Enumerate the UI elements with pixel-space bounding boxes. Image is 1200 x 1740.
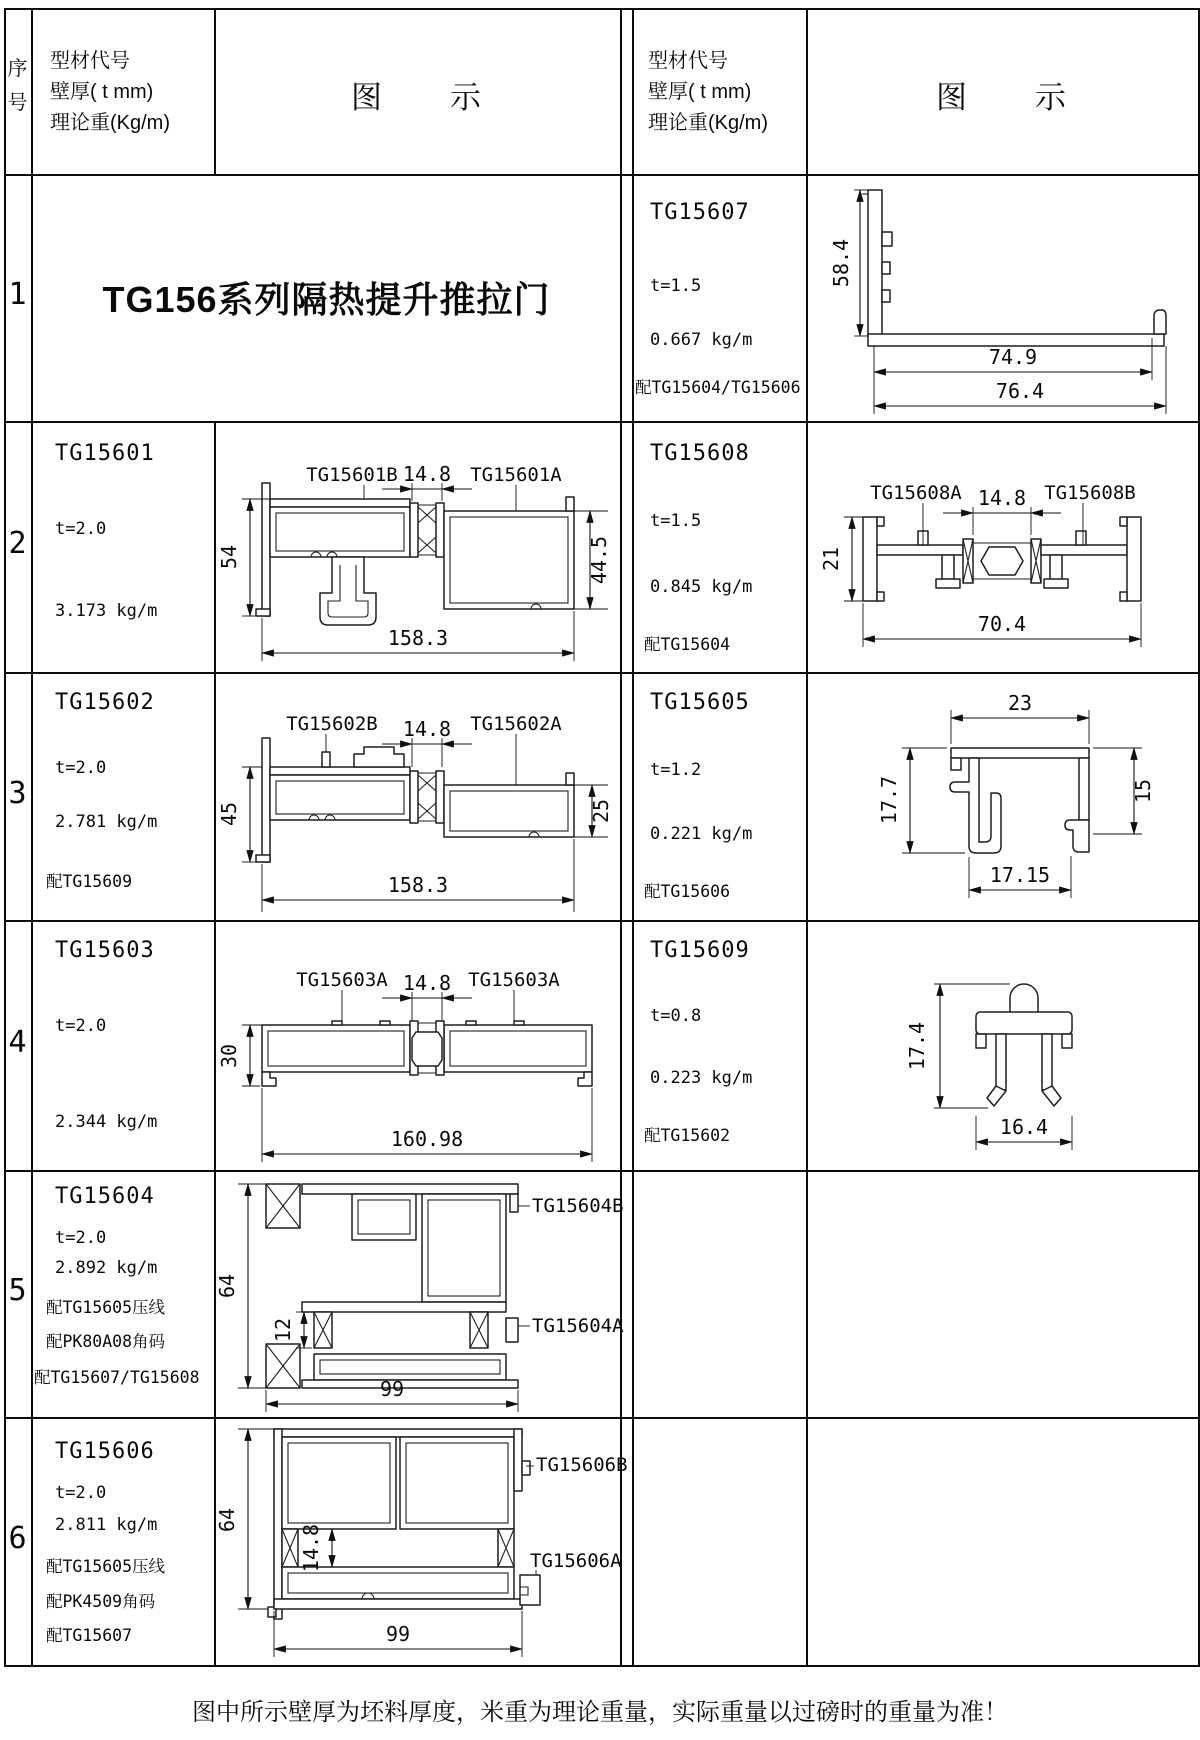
profile-thickness: t=2.0 xyxy=(55,1483,107,1503)
header-seq xyxy=(4,52,31,120)
dim-height: 58.4 xyxy=(829,238,853,288)
drawing-tg15603 xyxy=(214,920,620,1170)
part-label-a: TG15604A xyxy=(532,1315,624,1337)
dim-width: 99 xyxy=(385,1622,411,1646)
drawing-tg15607 xyxy=(806,174,1198,421)
profile-weight: 2.781 kg/m xyxy=(55,812,158,832)
dim-right: 44.5 xyxy=(587,535,611,585)
dim-width: 99 xyxy=(379,1377,405,1401)
profile-pairing: 配TG15606 xyxy=(644,882,731,901)
profile-outline xyxy=(863,517,1141,601)
header-seq-line1: 序 xyxy=(7,58,28,80)
profile-outline xyxy=(862,190,1166,346)
profile-thickness: t=2.0 xyxy=(55,1016,107,1036)
dim-inner: 14.8 xyxy=(299,1523,323,1573)
seq-number-2: 2 xyxy=(8,526,27,561)
header-diagram-right: 图 示 xyxy=(936,80,1068,115)
header-info-line1: 型材代号 xyxy=(648,50,728,72)
part-label-b: TG15602B xyxy=(286,713,378,735)
header-info-line2: 壁厚( t mm) xyxy=(50,81,154,103)
profile-outline xyxy=(256,483,574,625)
dim-bottom: 16.4 xyxy=(999,1115,1049,1139)
profile-thickness: t=2.0 xyxy=(55,519,107,539)
dim-width: 158.3 xyxy=(387,873,449,897)
profile-weight: 2.344 kg/m xyxy=(55,1112,158,1132)
dim-mid: 14.8 xyxy=(402,971,452,995)
profile-pairing-2: 配PK80A08角码 xyxy=(46,1332,166,1351)
dim-left: 30 xyxy=(217,1043,241,1069)
seq-number-4: 4 xyxy=(8,1025,27,1060)
part-label-a: TG15606A xyxy=(530,1550,622,1572)
dim-left: 17.4 xyxy=(905,1021,929,1071)
seq-number-6: 6 xyxy=(8,1521,27,1556)
profile-weight: 0.667 kg/m xyxy=(650,330,753,350)
drawing-tg15604 xyxy=(214,1170,624,1417)
dim-left: 54 xyxy=(217,544,241,570)
dim-left: 64 xyxy=(215,1507,239,1533)
drawing-tg15609 xyxy=(806,920,1198,1170)
profile-code-tg15601: TG15601 xyxy=(55,441,155,466)
profile-outline xyxy=(266,1184,518,1388)
profile-outline xyxy=(256,738,574,862)
part-label-b: TG15604B xyxy=(532,1195,624,1217)
seq-number-1: 1 xyxy=(8,277,27,312)
part-label-b: TG15606B xyxy=(536,1454,628,1476)
profile-pairing: 配TG15609 xyxy=(46,872,133,891)
dim-right: 25 xyxy=(589,798,613,824)
part-label-a: TG15608A xyxy=(870,482,962,504)
profile-weight: 0.845 kg/m xyxy=(650,577,753,597)
dim-left: 21 xyxy=(819,546,843,572)
profile-code-tg15606: TG15606 xyxy=(55,1439,155,1464)
header-info-right xyxy=(648,46,768,139)
drawing-tg15605 xyxy=(806,672,1198,920)
dim-width1: 74.9 xyxy=(988,345,1038,369)
table-line xyxy=(4,1665,1200,1667)
header-seq-line2: 号 xyxy=(7,92,28,114)
profile-thickness: t=1.5 xyxy=(650,276,702,296)
dim-left: 45 xyxy=(217,801,241,827)
dim-mid: 14.8 xyxy=(402,462,452,486)
footer-note: 图中所示壁厚为坯料厚度，米重为理论重量，实际重量以过磅时的重量为准！ xyxy=(192,1699,1008,1726)
dim-width2: 76.4 xyxy=(995,379,1045,403)
profile-thickness: t=1.5 xyxy=(650,511,702,531)
profile-code-tg15604: TG15604 xyxy=(55,1184,155,1209)
part-label-a1: TG15603A xyxy=(296,969,388,991)
profile-pairing-2: 配PK4509角码 xyxy=(46,1592,156,1611)
profile-pairing: 配TG15604 xyxy=(644,635,731,654)
dim-mid: 14.8 xyxy=(402,717,452,741)
profile-outline xyxy=(950,748,1089,853)
dimensions xyxy=(877,691,1155,898)
header-diagram-left: 图 示 xyxy=(351,80,483,115)
part-label-b: TG15608B xyxy=(1044,482,1136,504)
seq-number-3: 3 xyxy=(8,776,27,811)
profile-thickness: t=2.0 xyxy=(55,758,107,778)
header-info-line3: 理论重(Kg/m) xyxy=(648,112,768,134)
profile-code-tg15607: TG15607 xyxy=(650,200,750,225)
table-line xyxy=(620,8,622,1667)
dim-bottom: 17.15 xyxy=(989,863,1051,887)
header-info-line2: 壁厚( t mm) xyxy=(648,81,752,103)
profile-code-tg15609: TG15609 xyxy=(650,938,750,963)
drawing-tg15601 xyxy=(214,421,620,672)
profile-weight: 0.223 kg/m xyxy=(650,1068,753,1088)
profile-pairing: 配TG15602 xyxy=(644,1126,731,1145)
profile-weight: 2.811 kg/m xyxy=(55,1515,158,1535)
drawing-tg15606 xyxy=(214,1417,628,1665)
profile-code-tg15605: TG15605 xyxy=(650,690,750,715)
dim-right: 15 xyxy=(1131,778,1155,804)
profile-outline xyxy=(976,984,1072,1106)
series-title: TG156系列隔热提升推拉门 xyxy=(102,279,551,320)
profile-pairing-1: 配TG15605压线 xyxy=(46,1557,166,1576)
profile-thickness: t=2.0 xyxy=(55,1228,107,1248)
table-line xyxy=(4,8,1200,10)
profile-pairing-3: 配TG15607 xyxy=(46,1626,133,1645)
profile-weight: 3.173 kg/m xyxy=(55,601,158,621)
part-label-a: TG15602A xyxy=(470,713,562,735)
dim-width: 158.3 xyxy=(387,626,449,650)
drawing-tg15602 xyxy=(214,672,620,920)
header-info-left xyxy=(50,46,170,139)
dim-left: 64 xyxy=(215,1273,239,1299)
dim-top: 23 xyxy=(1007,691,1033,715)
dim-mid: 14.8 xyxy=(977,486,1027,510)
header-info-line1: 型材代号 xyxy=(50,50,130,72)
profile-pairing: 配TG15604/TG15606 xyxy=(635,378,801,397)
part-label-a: TG15601A xyxy=(470,464,562,486)
dim-inner: 12 xyxy=(271,1317,295,1343)
profile-code-tg15608: TG15608 xyxy=(650,441,750,466)
profile-thickness: t=0.8 xyxy=(650,1006,702,1026)
profile-code-tg15603: TG15603 xyxy=(55,938,155,963)
dim-left: 17.7 xyxy=(877,775,901,825)
profile-pairing-1: 配TG15605压线 xyxy=(46,1298,166,1317)
profile-weight: 0.221 kg/m xyxy=(650,824,753,844)
part-label-a2: TG15603A xyxy=(468,969,560,991)
table-line xyxy=(4,8,6,1667)
part-label-b: TG15601B xyxy=(306,464,398,486)
table-line xyxy=(632,8,634,1667)
profile-code-tg15602: TG15602 xyxy=(55,690,155,715)
profile-outline xyxy=(262,1021,592,1086)
dim-width: 160.98 xyxy=(390,1127,464,1151)
header-info-line3: 理论重(Kg/m) xyxy=(50,112,170,134)
profile-weight: 2.892 kg/m xyxy=(55,1258,158,1278)
dim-width: 70.4 xyxy=(977,612,1027,636)
profile-thickness: t=1.2 xyxy=(650,760,702,780)
seq-number-5: 5 xyxy=(8,1273,27,1308)
profile-pairing-3: 配TG15607/TG15608 xyxy=(34,1368,200,1387)
drawing-tg15608 xyxy=(806,421,1198,672)
